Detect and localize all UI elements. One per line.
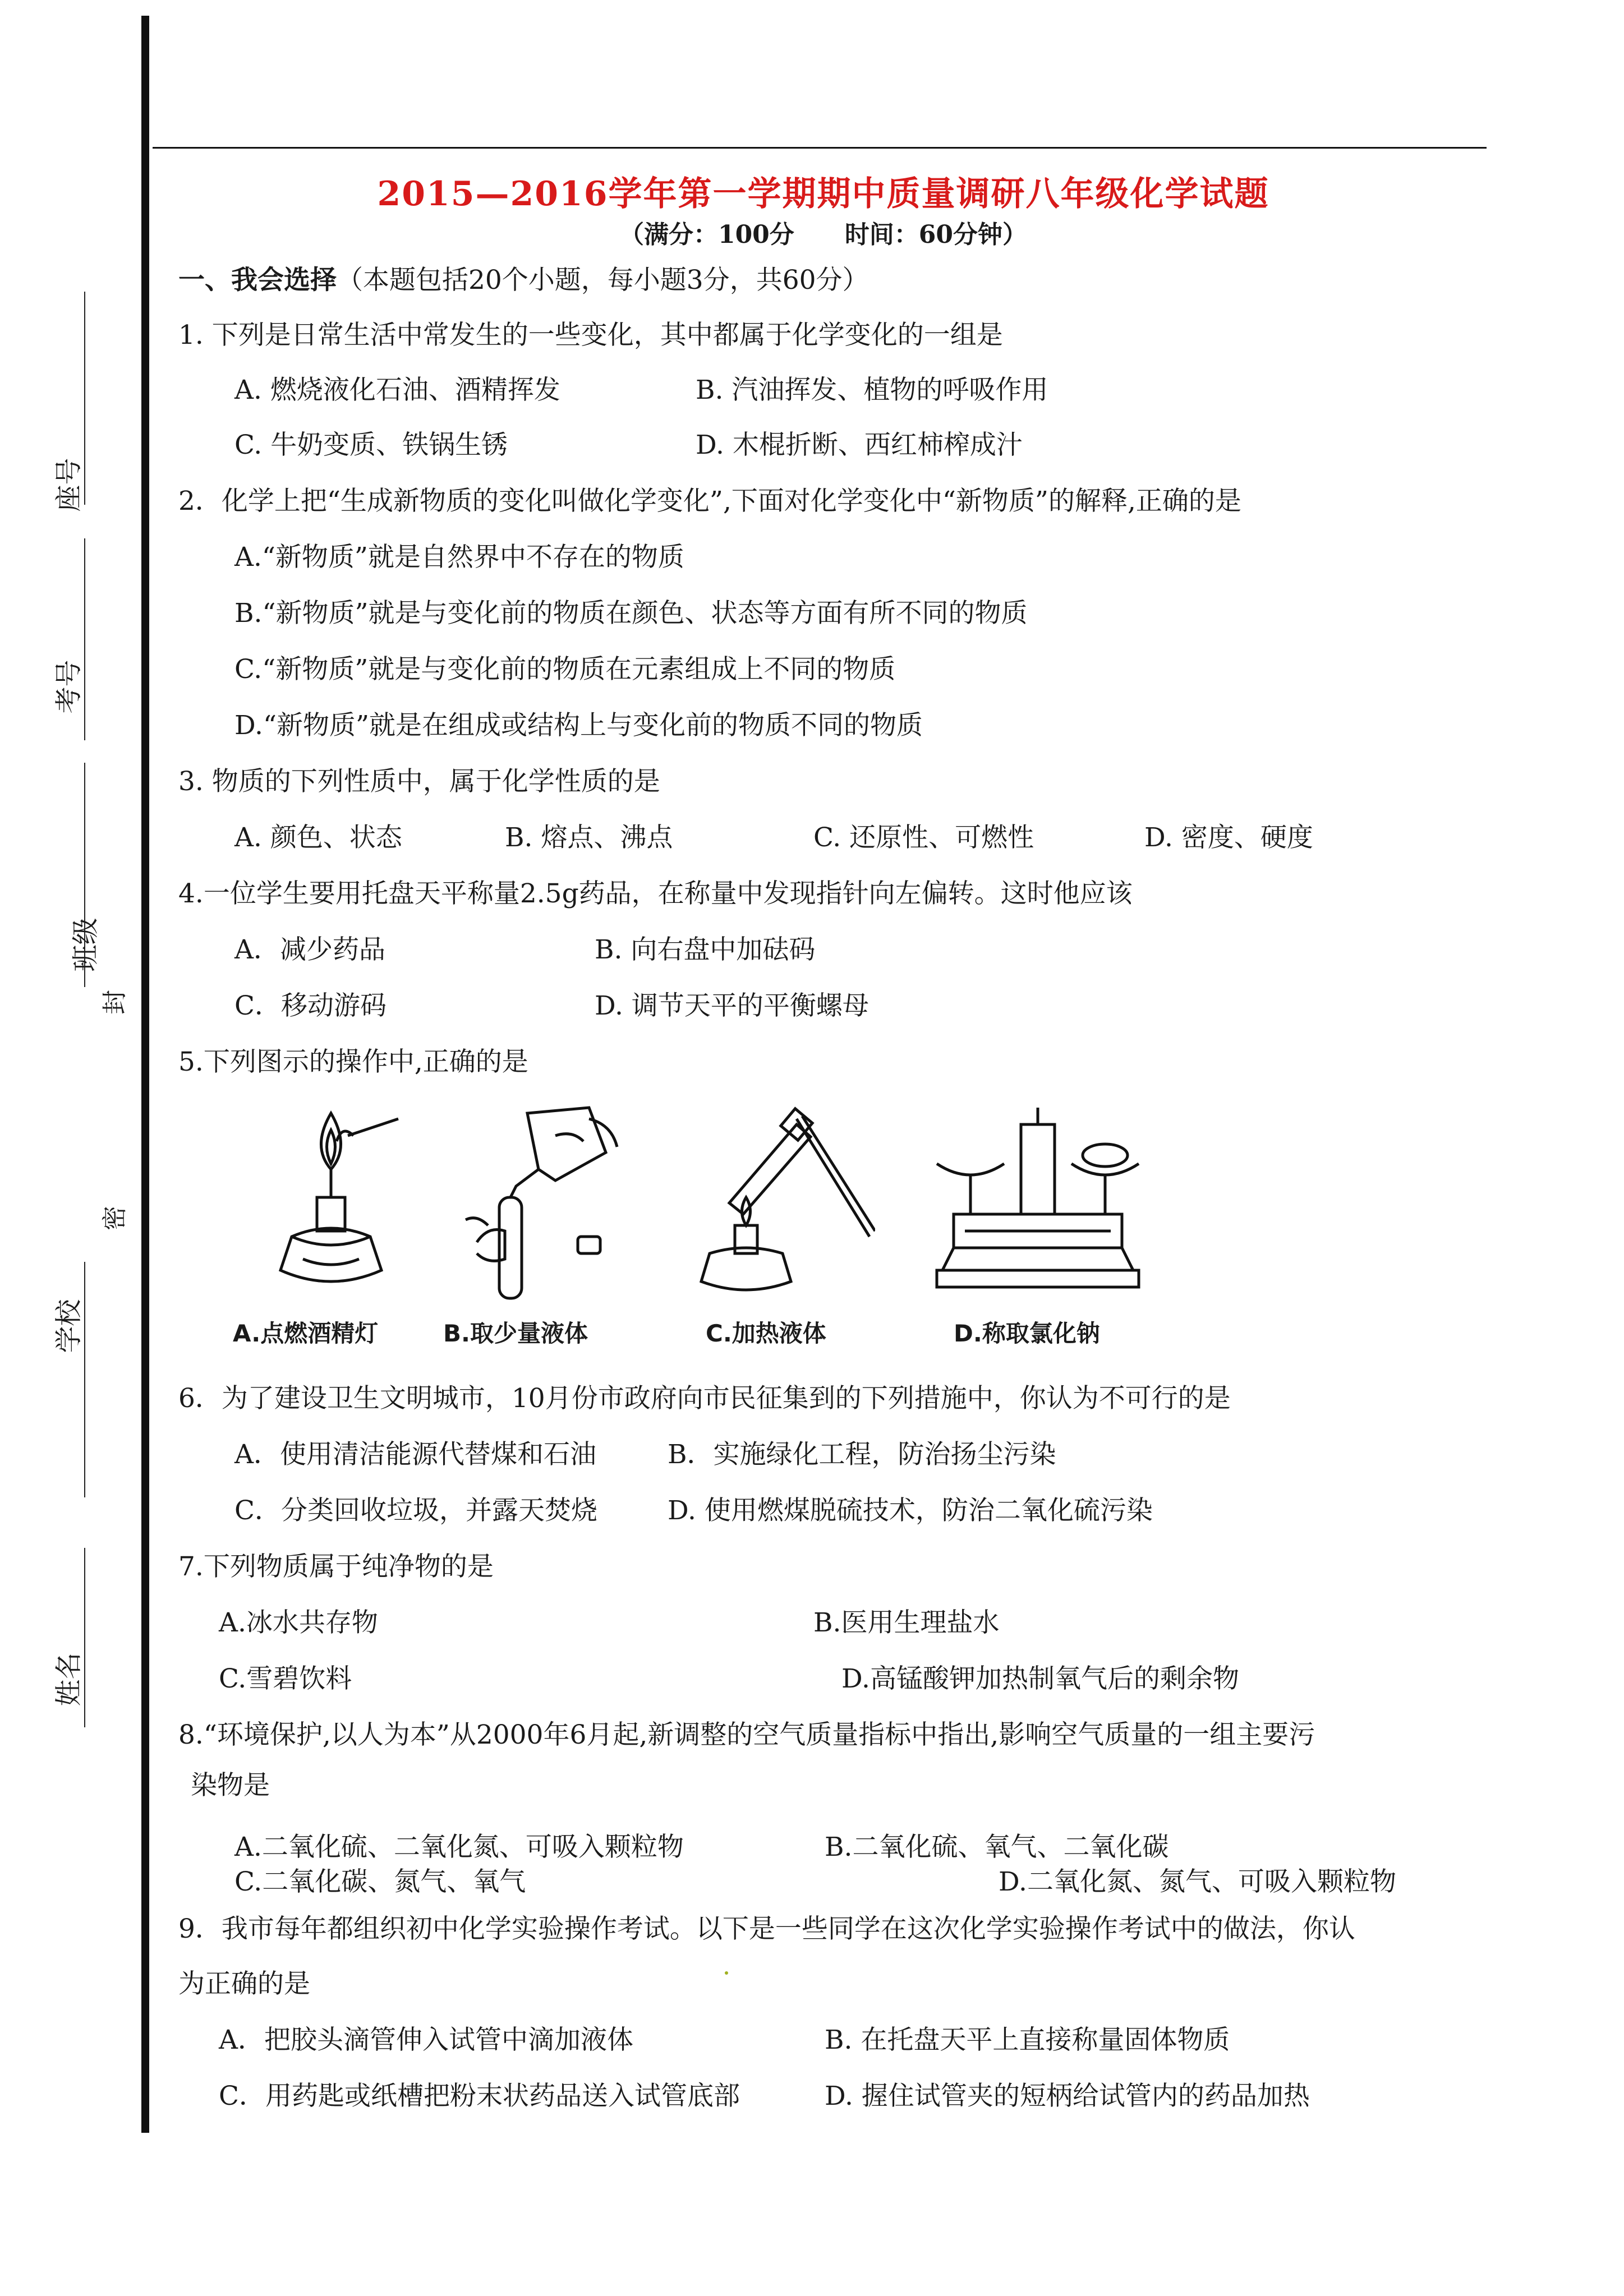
q8-option-b: B.二氧化硫、氧气、二氧化碳 <box>825 1832 1169 1862</box>
q9-option-c: C．用药匙或纸槽把粉末状药品送入试管底部 <box>219 2081 740 2111</box>
exam-title: 2015—2016学年第一学期期中质量调研八年级化学试题 <box>377 174 1269 214</box>
exam-subtitle <box>0 214 1624 250</box>
figure-c-caption: C.加热液体 <box>706 1320 826 1347</box>
q6-option-b: B．实施绿化工程，防治扬尘污染 <box>668 1439 1056 1470</box>
section-heading <box>178 259 869 297</box>
school-label: 学校 <box>53 1299 85 1353</box>
q7-option-a: A.冰水共存物 <box>219 1607 378 1638</box>
figure-a-caption: A.点燃酒精灯 <box>233 1320 379 1347</box>
q2-option-a: A.“新物质”就是自然界中不存在的物质 <box>234 542 684 573</box>
q5-stem: 5.下列图示的操作中,正确的是 <box>178 1046 528 1077</box>
section-title: 一、我会选择 <box>178 265 337 296</box>
binding-bar <box>141 16 149 2133</box>
figure-b-caption: B.取少量液体 <box>443 1320 588 1347</box>
q4-option-a: A．减少药品 <box>234 934 385 965</box>
stray-mark <box>725 1971 728 1975</box>
q8-option-a: A.二氧化硫、二氧化氮、可吸入颗粒物 <box>234 1832 684 1862</box>
q1-stem: 1. 下列是日常生活中常发生的一些变化，其中都属于化学变化的一组是 <box>178 320 1003 351</box>
q1-option-c: C. 牛奶变质、铁锅生锈 <box>234 430 508 460</box>
class-label: 班级 <box>70 918 102 972</box>
exam-number-label: 考号 <box>53 660 85 714</box>
q9-option-d: D. 握住试管夹的短柄给试管内的药品加热 <box>825 2081 1310 2111</box>
q3-option-b: B. 熔点、沸点 <box>505 822 673 853</box>
q7-option-d: D.高锰酸钾加热制氧气后的剩余物 <box>841 1663 1239 1694</box>
q8-stem: 8.“环境保护,以人为本”从2000年6月起,新调整的空气质量指标中指出,影响空气质量的一组主要污 <box>178 1719 1315 1750</box>
q2-option-d: D.“新物质”就是在组成或结构上与变化前的物质不同的物质 <box>234 710 923 741</box>
q3-option-c: C. 还原性、可燃性 <box>813 822 1034 853</box>
q2-option-b: B.“新物质”就是与变化前的物质在颜色、状态等方面有所不同的物质 <box>234 598 1028 629</box>
q1-option-d: D. 木棍折断、西红柿榨成汁 <box>696 430 1023 460</box>
q2-stem: 2．化学上把“生成新物质的变化叫做化学变化”,下面对化学变化中“新物质”的解释,正确的是 <box>178 486 1241 517</box>
school-line <box>84 1262 85 1497</box>
q9-option-b: B. 在托盘天平上直接称量固体物质 <box>825 2025 1230 2055</box>
q6-option-a: A．使用清洁能源代替煤和石油 <box>234 1439 596 1470</box>
q1-option-a: A. 燃烧液化石油、酒精挥发 <box>234 375 560 405</box>
q4-option-b: B. 向右盘中加砝码 <box>595 934 816 965</box>
section-note: （本题包括20个小题，每小题3分，共60分） <box>337 265 869 296</box>
figure-a-alcohol-lamp <box>258 1102 404 1304</box>
q6-option-c: C．分类回收垃圾，并露天焚烧 <box>234 1495 597 1526</box>
q6-option-d: D. 使用燃煤脱硫技术，防治二氧化硫污染 <box>668 1495 1153 1526</box>
figure-c-heating-liquid <box>684 1102 875 1304</box>
q9-option-a: A．把胶头滴管伸入试管中滴加液体 <box>219 2025 633 2055</box>
q3-option-d: D. 密度、硬度 <box>1144 822 1313 853</box>
figure-b-pouring-liquid <box>443 1102 623 1304</box>
seal-char-feng: 封 <box>100 990 129 1015</box>
seal-char-mi: 密 <box>100 1206 129 1230</box>
q8-stem-cont: 染物是 <box>191 1770 270 1801</box>
q1-option-b: B. 汽油挥发、植物的呼吸作用 <box>696 375 1048 405</box>
seat-number-label: 座号 <box>53 458 85 512</box>
figure-d-caption: D.称取氯化钠 <box>954 1320 1100 1347</box>
q2-option-c: C.“新物质”就是与变化前的物质在元素组成上不同的物质 <box>234 654 896 685</box>
q7-option-b: B.医用生理盐水 <box>813 1607 1000 1638</box>
q9-stem-cont: 为正确的是 <box>178 1968 310 1999</box>
q6-stem: 6．为了建设卫生文明城市，10月份市政府向市民征集到的下列措施中，你认为不可行的是 <box>178 1383 1231 1414</box>
q8-option-d: D.二氧化氮、氮气、可吸入颗粒物 <box>999 1866 1396 1897</box>
time-limit: 时间：60分钟） <box>844 220 1028 249</box>
q7-stem: 7.下列物质属于纯净物的是 <box>178 1551 494 1582</box>
q7-option-c: C.雪碧饮料 <box>219 1663 352 1694</box>
q9-stem: 9．我市每年都组织初中化学实验操作考试。以下是一些同学在这次化学实验操作考试中的做法，你认 <box>178 1914 1355 1944</box>
q3-stem: 3. 物质的下列性质中，属于化学性质的是 <box>178 766 660 797</box>
full-score: （满分：100分 <box>619 220 794 249</box>
q4-stem: 4.一位学生要用托盘天平称量2.5g药品，在称量中发现指针向左偏转。这时他应该 <box>178 878 1133 909</box>
figure-d-weighing-balance <box>931 1102 1144 1304</box>
q4-option-c: C．移动游码 <box>234 990 387 1021</box>
q4-option-d: D. 调节天平的平衡螺母 <box>595 990 869 1021</box>
q3-option-a: A. 颜色、状态 <box>234 822 402 853</box>
q8-option-c: C.二氧化碳、氮气、氧气 <box>234 1866 526 1897</box>
top-rule <box>153 147 1487 149</box>
name-label: 姓名 <box>53 1652 85 1707</box>
